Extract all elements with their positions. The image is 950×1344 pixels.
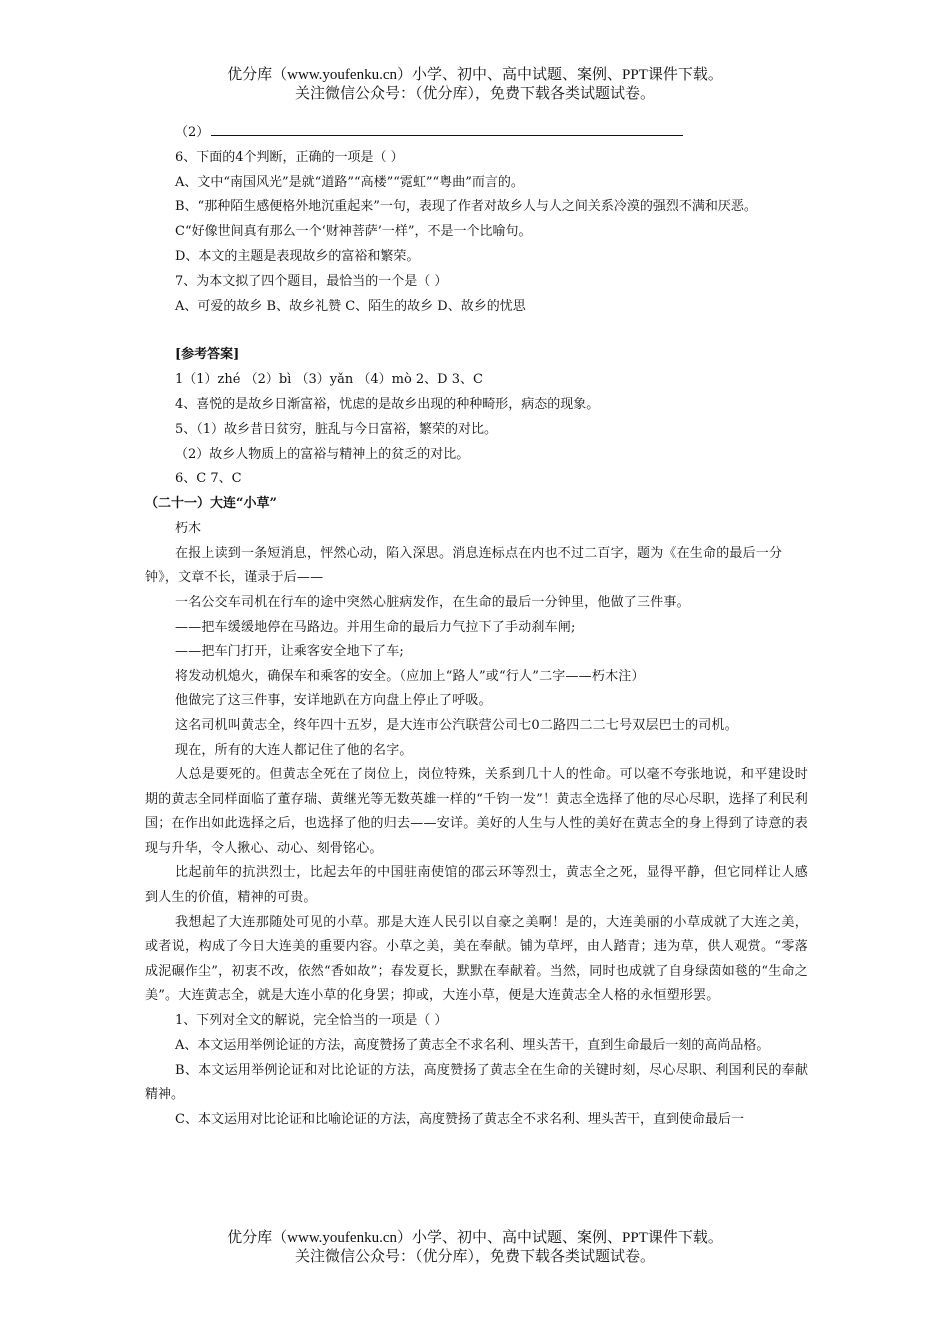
question-6-option-c: C“好像世间真有那么一个‘财神菩萨’一样”，不是一个比喻句。	[175, 224, 532, 240]
question-1-option-a: A、本文运用举例论证的方法，高度赞扬了黄志全不求名利、埋头苦干，直到生命最后一刻的高尚品格。	[175, 1037, 770, 1053]
section-title: （二十一）大连“小草”	[145, 496, 277, 512]
article-paragraph: 他做完了这三件事，安详地趴在方向盘上停止了呼吸。	[175, 693, 492, 709]
article-paragraph: 一名公交车司机在行车的途中突然心脏病发作，在生命的最后一分钟里，他做了三件事。	[175, 594, 690, 610]
page-header	[0, 66, 950, 104]
article-paragraph: 将发动机熄火，确保车和乘客的安全。（应加上“路人”或“行人”二字——朽木注）	[175, 668, 645, 684]
article-paragraph: 在报上读到一条短消息，怦然心动，陷入深思。消息连标点在内也不过二百字，题为《在生命的最后一分钟》，文章不长，谨录于后——	[145, 545, 783, 586]
article-paragraph: ——把车门打开，让乘客安全地下了车;	[175, 644, 404, 660]
answer-1-3: 1（1）zhé （2）bì （3）yǎn （4）mò 2、D 3、C	[175, 372, 483, 388]
question-6-option-b: B、“那种陌生感便格外地沉重起来”一句，表现了作者对故乡人与人之间关系冷漠的强烈不满和厌恶。	[175, 199, 757, 215]
question-7: 7、为本文拟了四个题目，最恰当的一个是（ ）	[175, 273, 448, 289]
question-1: 1、下列对全文的解说，完全恰当的一项是（ ）	[175, 1013, 448, 1029]
answers-title: [参考答案]	[175, 347, 240, 363]
blank-label: （2）	[175, 125, 210, 140]
page-footer	[0, 1229, 950, 1267]
article-paragraph: 比起前年的抗洪烈士，比起去年的中国驻南使馆的邵云环等烈士，黄志全之死，显得平静，但它同样让人感到人生的价值，精神的可贵。	[145, 865, 808, 906]
document-body	[145, 121, 808, 1133]
header-line-1: 优分库（www.youfenku.cn）小学、初中、高中试题、案例、PPT课件下载。	[227, 67, 723, 83]
question-6-option-a: A、文中“南国风光”是就“道路”“高楼”“霓虹”“粤曲”而言的。	[175, 174, 524, 190]
header-line-2: 关注微信公众号：（优分库），免费下载各类试题试卷。	[294, 86, 655, 102]
article-paragraph: 现在，所有的大连人都记住了他的名字。	[175, 742, 413, 758]
answer-blank	[211, 123, 683, 136]
article-text	[145, 542, 808, 1009]
article-paragraph: 我想起了大连那随处可见的小草。那是大连人民引以自豪之美啊！是的，大连美丽的小草成就了大连之美，或者说，构成了今日大连美的重要内容。小草之美，美在奉献。铺为草坪，由人踏青；违为草，供人观赏。“零落成泥碾作尘”，初衷不改，依然“香如故”；春发夏长，默默在奉献着。当然，同时也成就了自身绿茵如毯的“生命之美”。大连黄志全，就是大连小草的化身罢；抑或，大连小草，便是大连黄志全人格的永恒塑形罢。	[145, 914, 808, 1004]
footer-line-1: 优分库（www.youfenku.cn）小学、初中、高中试题、案例、PPT课件下载。	[227, 1230, 723, 1246]
answer-4: 4、喜悦的是故乡日渐富裕，忧虑的是故乡出现的种种畸形，病态的现象。	[175, 396, 600, 412]
footer-line-2: 关注微信公众号：（优分库），免费下载各类试题试卷。	[294, 1249, 655, 1265]
answer-5-part-2: （2）故乡人物质上的富裕与精神上的贫乏的对比。	[175, 446, 470, 462]
blank-answer-line	[145, 121, 808, 146]
question-6: 6、下面的4个判断，正确的一项是（ ）	[175, 149, 404, 165]
section-author: 朽木	[175, 520, 202, 536]
article-paragraph: 人总是要死的。但黄志全死在了岗位上，岗位特殊，关系到几十人的性命。可以毫不夸张地说，和平建设时期的黄志全同样面临了董存瑞、黄继光等无数英雄一样的“千钧一发”！黄志全选择了他的尽心尽职，选择了利民利国；在作出如此选择之后，也选择了他的归去——安详。美好的人生与人性的美好在黄志全的身上得到了诗意的表现与升华，令人揪心、动心、刻骨铭心。	[145, 767, 808, 856]
article-paragraph: ——把车缓缓地停在马路边。并用生命的最后力气拉下了手动刹车闸;	[175, 619, 576, 635]
question-7-options: A、可爱的故乡 B、故乡礼赞 C、陌生的故乡 D、故乡的忧思	[175, 298, 526, 314]
question-6-option-d: D、本文的主题是表现故乡的富裕和繁荣。	[175, 248, 420, 264]
answer-5: 5、（1）故乡昔日贫穷，脏乱与今日富裕，繁荣的对比。	[175, 421, 498, 437]
article-paragraph: 这名司机叫黄志全，终年四十五岁，是大连市公汽联营公司七0二路四二二七号双层巴士的司机。	[175, 717, 738, 733]
question-1-option-c: C、本文运用对比论证和比喻论证的方法，高度赞扬了黄志全不求名利、埋头苦干，直到使命最后一	[175, 1112, 744, 1128]
question-1-option-b: B、本文运用举例论证和对比论证的方法，高度赞扬了黄志全在生命的关键时刻，尽心尽职、利国利民的奉献精神。	[145, 1062, 808, 1103]
answer-6-7: 6、C 7、C	[175, 471, 242, 487]
